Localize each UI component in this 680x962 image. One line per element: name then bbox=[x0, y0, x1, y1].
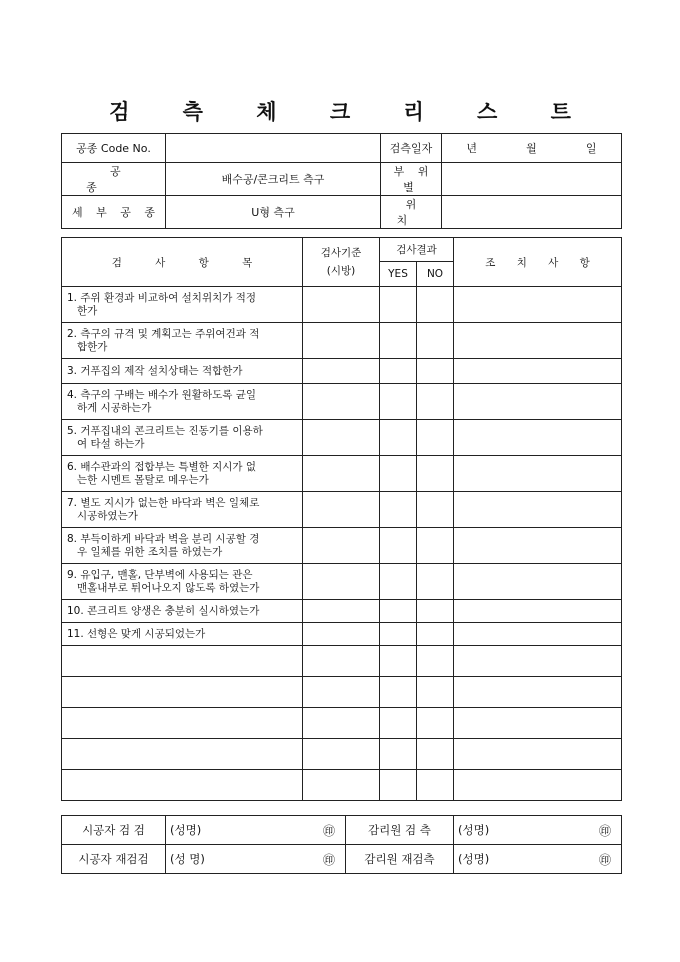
yes-cell bbox=[380, 528, 417, 564]
check-item-8-line2: 우 일체를 위한 조치를 하였는가 bbox=[77, 545, 223, 558]
blank-item-cell bbox=[62, 770, 303, 801]
page-title: 검 측 체 크 리 스 트 bbox=[109, 99, 594, 124]
standard-cell bbox=[303, 600, 380, 623]
no-cell bbox=[417, 623, 454, 646]
info-table bbox=[61, 133, 622, 229]
seal-icon: ㊞ bbox=[598, 852, 611, 867]
checklist-row bbox=[62, 287, 622, 323]
no-cell bbox=[417, 492, 454, 528]
checklist-blank-row bbox=[62, 708, 622, 739]
action-cell bbox=[454, 770, 622, 801]
date-month: 월 bbox=[502, 134, 562, 163]
signature-table bbox=[61, 815, 622, 874]
action-cell bbox=[454, 646, 622, 677]
signature-row-recheck bbox=[62, 845, 622, 874]
action-cell bbox=[454, 708, 622, 739]
blank-item-cell bbox=[62, 646, 303, 677]
date-label: 검측일자 bbox=[381, 134, 442, 163]
check-item-10 bbox=[62, 600, 303, 623]
name-label: (성명) bbox=[458, 822, 490, 837]
check-item-6-line2: 는한 시멘트 몰탈로 메우는가 bbox=[77, 473, 209, 486]
header-yes: YES bbox=[380, 262, 417, 287]
no-cell bbox=[417, 770, 454, 801]
standard-cell bbox=[303, 708, 380, 739]
date-day: 일 bbox=[562, 134, 622, 163]
supervisor-check-sign bbox=[454, 816, 622, 845]
check-item-3 bbox=[62, 359, 303, 384]
yes-cell bbox=[380, 623, 417, 646]
check-item-7-line1: 7. 별도 지시가 없는한 바닥과 벽은 일체로 bbox=[67, 496, 260, 509]
action-cell bbox=[454, 739, 622, 770]
yes-cell bbox=[380, 708, 417, 739]
check-item-3-line1: 3. 거푸집의 제작 설치상태는 적합한가 bbox=[67, 364, 243, 377]
no-cell bbox=[417, 384, 454, 420]
check-item-5 bbox=[62, 420, 303, 456]
check-item-4 bbox=[62, 384, 303, 420]
blank-item-cell bbox=[62, 708, 303, 739]
checklist-header-row-1 bbox=[62, 238, 622, 262]
code-label: 공종 Code No. bbox=[62, 134, 166, 163]
name-label: (성 명) bbox=[170, 851, 205, 866]
check-item-4-line1: 4. 측구의 구배는 배수가 원활하도록 균일 bbox=[67, 388, 256, 401]
check-item-8 bbox=[62, 528, 303, 564]
header-standard-line2: (시방) bbox=[326, 265, 356, 277]
detail-value: U형 측구 bbox=[166, 196, 381, 229]
no-cell bbox=[417, 564, 454, 600]
checklist-row bbox=[62, 359, 622, 384]
checklist-blank-row bbox=[62, 770, 622, 801]
action-cell bbox=[454, 287, 622, 323]
blank-item-cell bbox=[62, 677, 303, 708]
no-cell bbox=[417, 600, 454, 623]
blank-item-cell bbox=[62, 739, 303, 770]
check-item-5-line2: 여 타설 하는가 bbox=[77, 437, 145, 450]
header-action: 조 치 사 항 bbox=[454, 238, 622, 287]
checklist-row bbox=[62, 623, 622, 646]
action-cell bbox=[454, 323, 622, 359]
standard-cell bbox=[303, 739, 380, 770]
info-row-code bbox=[62, 134, 622, 163]
contractor-check-sign bbox=[166, 816, 346, 845]
part-value bbox=[442, 163, 622, 196]
check-item-4-line2: 하게 시공하는가 bbox=[77, 401, 152, 414]
action-cell bbox=[454, 420, 622, 456]
part-label: 부 위 별 bbox=[381, 163, 442, 196]
header-no: NO bbox=[417, 262, 454, 287]
checklist-row bbox=[62, 492, 622, 528]
yes-cell bbox=[380, 492, 417, 528]
checklist-row bbox=[62, 528, 622, 564]
code-value bbox=[166, 134, 381, 163]
name-label: (성명) bbox=[170, 822, 202, 837]
standard-cell bbox=[303, 420, 380, 456]
no-cell bbox=[417, 739, 454, 770]
check-item-10-line1: 10. 콘크리트 양생은 충분히 실시하였는가 bbox=[67, 604, 260, 617]
no-cell bbox=[417, 646, 454, 677]
check-item-11-line1: 11. 선형은 맞게 시공되었는가 bbox=[67, 627, 206, 640]
check-item-7-line2: 시공하였는가 bbox=[77, 509, 138, 522]
yes-cell bbox=[380, 456, 417, 492]
no-cell bbox=[417, 359, 454, 384]
yes-cell bbox=[380, 384, 417, 420]
check-item-11 bbox=[62, 623, 303, 646]
seal-icon: ㊞ bbox=[598, 823, 611, 838]
no-cell bbox=[417, 528, 454, 564]
header-standard-line1: 검사기준 bbox=[320, 247, 362, 259]
checklist-row bbox=[62, 384, 622, 420]
standard-cell bbox=[303, 564, 380, 600]
name-label: (성명) bbox=[458, 851, 490, 866]
no-cell bbox=[417, 456, 454, 492]
detail-label: 세 부 공 종 bbox=[62, 196, 166, 229]
location-value bbox=[442, 196, 622, 229]
yes-cell bbox=[380, 739, 417, 770]
contractor-check-label: 시공자 검 검 bbox=[62, 816, 166, 845]
action-cell bbox=[454, 528, 622, 564]
check-item-1-line1: 1. 주위 환경과 비교하여 설치위치가 적정 bbox=[67, 291, 256, 304]
yes-cell bbox=[380, 287, 417, 323]
no-cell bbox=[417, 287, 454, 323]
check-item-2 bbox=[62, 323, 303, 359]
checklist-row bbox=[62, 600, 622, 623]
yes-cell bbox=[380, 770, 417, 801]
standard-cell bbox=[303, 323, 380, 359]
signature-row-check bbox=[62, 816, 622, 845]
checklist-row bbox=[62, 420, 622, 456]
info-row-detail bbox=[62, 196, 622, 229]
action-cell bbox=[454, 492, 622, 528]
checklist-table bbox=[61, 237, 622, 801]
yes-cell bbox=[380, 420, 417, 456]
check-item-7 bbox=[62, 492, 303, 528]
action-cell bbox=[454, 623, 622, 646]
supervisor-recheck-label: 감리원 재검측 bbox=[346, 845, 454, 874]
supervisor-recheck-sign bbox=[454, 845, 622, 874]
check-item-6-line1: 6. 배수관과의 접합부는 특별한 지시가 없 bbox=[67, 460, 256, 473]
action-cell bbox=[454, 564, 622, 600]
action-cell bbox=[454, 600, 622, 623]
header-result: 검사결과 bbox=[380, 238, 454, 262]
action-cell bbox=[454, 677, 622, 708]
checklist-row bbox=[62, 323, 622, 359]
contractor-recheck-label: 시공자 재검검 bbox=[62, 845, 166, 874]
checklist-row bbox=[62, 564, 622, 600]
work-label: 공 종 bbox=[62, 163, 166, 196]
standard-cell bbox=[303, 359, 380, 384]
supervisor-check-label: 감리원 검 측 bbox=[346, 816, 454, 845]
no-cell bbox=[417, 420, 454, 456]
standard-cell bbox=[303, 623, 380, 646]
standard-cell bbox=[303, 770, 380, 801]
yes-cell bbox=[380, 359, 417, 384]
checklist-blank-row bbox=[62, 677, 622, 708]
header-standard bbox=[303, 238, 380, 287]
checklist-blank-row bbox=[62, 739, 622, 770]
standard-cell bbox=[303, 492, 380, 528]
header-item: 검 사 항 목 bbox=[62, 238, 303, 287]
standard-cell bbox=[303, 456, 380, 492]
check-item-2-line2: 합한가 bbox=[77, 340, 108, 353]
standard-cell bbox=[303, 384, 380, 420]
check-item-2-line1: 2. 측구의 규격 및 계획고는 주위여건과 적 bbox=[67, 327, 260, 340]
date-year: 년 bbox=[442, 134, 502, 163]
yes-cell bbox=[380, 600, 417, 623]
standard-cell bbox=[303, 528, 380, 564]
check-item-1 bbox=[62, 287, 303, 323]
checklist-row bbox=[62, 456, 622, 492]
no-cell bbox=[417, 677, 454, 708]
check-item-9 bbox=[62, 564, 303, 600]
no-cell bbox=[417, 708, 454, 739]
action-cell bbox=[454, 384, 622, 420]
location-label: 위 치 bbox=[381, 196, 442, 229]
yes-cell bbox=[380, 646, 417, 677]
check-item-6 bbox=[62, 456, 303, 492]
yes-cell bbox=[380, 564, 417, 600]
yes-cell bbox=[380, 677, 417, 708]
info-row-work bbox=[62, 163, 622, 196]
contractor-recheck-sign bbox=[166, 845, 346, 874]
standard-cell bbox=[303, 646, 380, 677]
no-cell bbox=[417, 323, 454, 359]
standard-cell bbox=[303, 287, 380, 323]
check-item-8-line1: 8. 부득이하게 바닥과 벽을 분리 시공할 경 bbox=[67, 532, 260, 545]
checklist-blank-row bbox=[62, 646, 622, 677]
seal-icon: ㊞ bbox=[322, 823, 335, 838]
seal-icon: ㊞ bbox=[322, 852, 335, 867]
work-value: 배수공/콘크리트 측구 bbox=[166, 163, 381, 196]
yes-cell bbox=[380, 323, 417, 359]
action-cell bbox=[454, 359, 622, 384]
check-item-9-line1: 9. 유입구, 맨홀, 단부벽에 사용되는 관은 bbox=[67, 568, 253, 581]
standard-cell bbox=[303, 677, 380, 708]
check-item-1-line2: 한가 bbox=[77, 304, 98, 317]
action-cell bbox=[454, 456, 622, 492]
check-item-9-line2: 맨홀내부로 튀어나오지 않도록 하였는가 bbox=[77, 581, 260, 594]
check-item-5-line1: 5. 거푸집내의 콘크리트는 진동기를 이용하 bbox=[67, 424, 263, 437]
